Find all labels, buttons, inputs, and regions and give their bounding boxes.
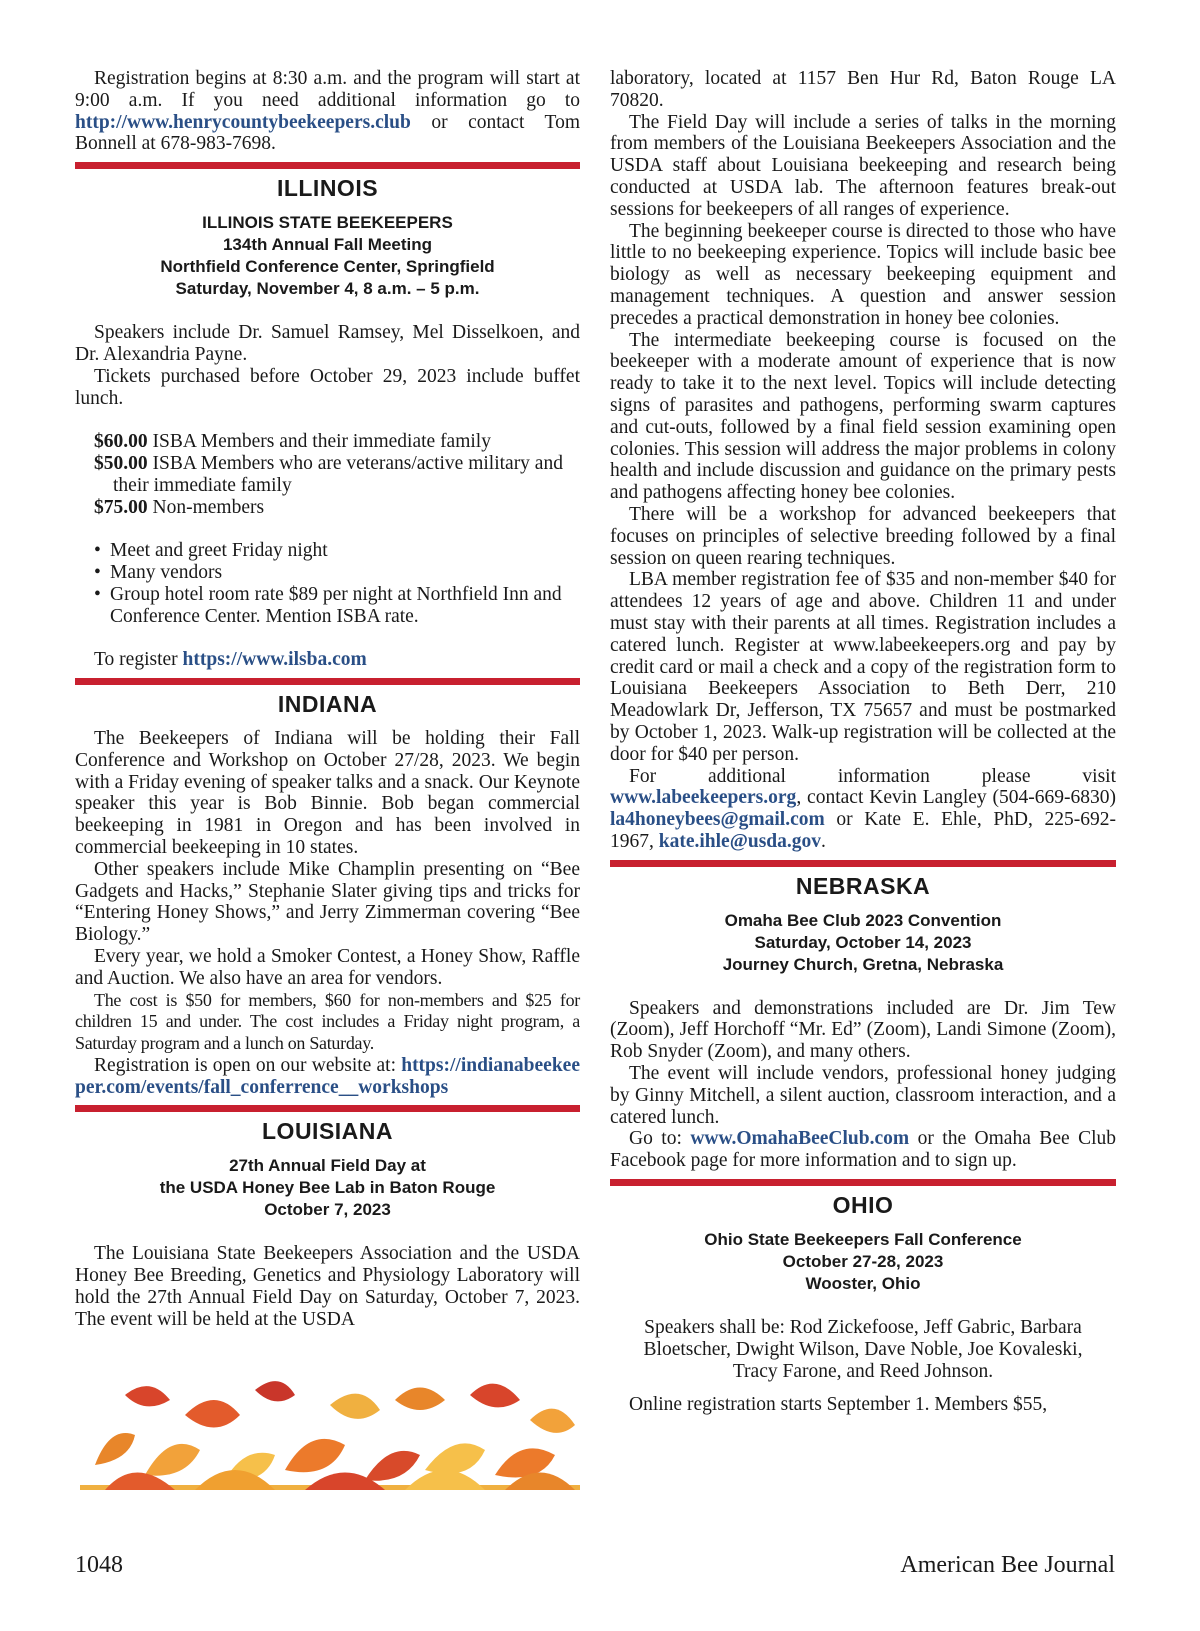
left-column [75,68,580,1490]
illinois-register: To register https://www.ilsba.com [94,649,367,671]
bullet-item: • Many vendors [75,562,580,584]
nebraska-p1: Speakers and demonstrations included are Dr. Jim Tew (Zoom), Jeff Horchoff “Mr. Ed” (Zoom), Landi Simone (Zoom), Rob Snyder (Zoom), and many others. [610,997,1116,1063]
heading-louisiana: LOUISIANA [262,1118,393,1145]
georgia-intro: Registration begins at 8:30 a.m. and the program will start at 9:00 a.m. If you need additional information go to http://www.henrycountybeekeepers.club or contact Tom Bonnell at 678-983-7698. [75,68,580,155]
indiana-p4: The cost is $50 for members, $60 for non-members and $25 for children 15 and under. The cost includes a Friday night program, a Saturday program and a lunch on Saturday. [75,989,580,1054]
illinois-subheading: ILLINOIS STATE BEEKEEPERS 134th Annual Fall Meeting Northfield Conference Center, Springfield Saturday, November 4, 8 a.m. – 5 p.m. [160,213,495,299]
heading-nebraska: NEBRASKA [795,872,931,899]
illinois-speakers: Speakers include Dr. Samuel Ramsey, Mel Disselkoen, and Dr. Alexandria Payne. [75,322,580,365]
page-number: 1048 [75,1552,123,1578]
bullet-item: • Meet and greet Friday night [75,540,580,562]
indiana-p1: The Beekeepers of Indiana will be holding their Fall Conference and Workshop on October 27/28, 2023. We begin with a Friday evening of speaker talks and a snack. Our Keynote speaker this year is Bob Binnie. Bob began commercial beekeeping in 1981 in Oregon and has been involved in commercial beekeeping in 10 states. [75,727,580,858]
omaha-bee-club-link[interactable]: www.OmahaBeeClub.com [690,1128,910,1150]
section-rule [75,678,580,685]
illinois-bullets [75,540,580,627]
nebraska-p2: The event will include vendors, professional honey judging by Ginny Mitchell, a silent auction, classroom interaction, and a catered lunch. [610,1063,1116,1128]
louisiana-cont-p5: LBA member registration fee of $35 and non-member $40 for attendees 12 years of age and above. Children 11 and under must stay with their parents at all times. Registration includes a catered lunch. Register at www.labeekeepers.org and pay by credit card or mail a check and a copy of the registration form to Louisiana Beekeepers Association to Beth Derr, 210 Meadowlark Dr, Jefferson, TX 75657 and must be postmarked by October 1, 2023. Walk-up registration will be collected at the door for $40 per person. [610,569,1116,765]
price-item: $75.00 Non-members [94,496,265,518]
illinois-prices [75,431,580,518]
indiana-p3: Every year, we hold a Smoker Contest, a Honey Show, Raffle and Auction. We also have an area for vendors. [75,945,580,989]
kate-ihle-email-link[interactable]: kate.ihle@usda.gov [658,830,821,852]
indiana-link[interactable]: https://indianabeekeeper.com/events/fall_conferrence__workshops [75,1054,580,1098]
ilsba-link[interactable]: https://www.ilsba.com [182,649,367,671]
section-rule [75,1105,580,1112]
louisiana-cont-p0: laboratory, located at 1157 Ben Hur Rd, Baton Rouge LA 70820. [610,68,1116,111]
section-rule [610,860,1116,867]
indiana-p5: Registration is open on our website at: https://indianabeekeeper.com/events/fall_conferrence__workshops [75,1054,580,1098]
journal-name: American Bee Journal [900,1552,1115,1578]
section-rule [610,1179,1116,1186]
louisiana-cont-p6: For additional information please visit www.labeekeepers.org, contact Kevin Langley (504-669-6830) la4honeybees@gmail.com or Kate E. Ehle, PhD, 225-692-1967, kate.ihle@usda.gov. [610,765,1116,852]
ohio-p1: Online registration starts September 1. Members $55, [629,1394,1048,1416]
price-item: $60.00 ISBA Members and their immediate family [94,431,491,453]
nebraska-p3: Go to: www.OmahaBeeClub.com or the Omaha Bee Club Facebook page for more information and to sign up. [610,1128,1116,1172]
louisiana-cont-p3: The intermediate beekeeping course is focused on the beekeeper with a moderate amount of experience that is now ready to take it to the next level. Topics will include detecting signs of parasites and pathogens, performing swarm captures and cut-outs, followed by a final field session examining open colonies. This session will address the major problems in colony health and include discussion and guidance on the primary pests and pathogens affecting honey bee colonies. [610,329,1116,504]
heading-ohio: OHIO [832,1192,894,1219]
illinois-tickets: Tickets purchased before October 29, 2023 include buffet lunch. [75,365,580,409]
louisiana-cont-p4: There will be a workshop for advanced beekeepers that focuses on principles of selective breeding followed by a final session on queen rearing techniques. [610,503,1116,569]
right-column [610,68,1116,1416]
henry-county-link[interactable]: http://www.henrycountybeekeepers.club [75,111,411,133]
louisiana-cont-p2: The beginning beekeeper course is directed to those who have little to no beekeeping experience. Topics will include basic bee biology as well as necessary beekeeping equipment and management techniques. A question and answer session precedes a practical demonstration in honey bee colonies. [610,220,1116,329]
heading-indiana: INDIANA [277,690,378,717]
indiana-p2: Other speakers include Mike Champlin presenting on “Bee Gadgets and Hacks,” Stephanie Slater giving tips and tricks for “Entering Honey Shows,” and Jerry Zimmerman covering “Bee Biology.” [75,858,580,946]
section-rule [75,162,580,169]
bullet-item: • Group hotel room rate $89 per night at Northfield Inn and Conference Center. Mention ISBA rate. [75,584,580,628]
heading-illinois: ILLINOIS [276,175,379,202]
louisiana-cont-p1: The Field Day will include a series of talks in the morning from members of the Louisiana Beekeepers Association and the USDA staff about Louisiana beekeeping and research being conducted at USDA lab. The afternoon features break-out sessions for beekeepers of all ranges of experience. [610,111,1116,220]
ohio-speakers: Speakers shall be: Rod Zickefoose, Jeff Gabric, Barbara Bloetscher, Dwight Wilson, Dave Noble, Joe Kovaleski, Tracy Farone, and Reed Johnson. [643,1317,1083,1382]
price-item: $50.00 ISBA Members who are veterans/active military and their immediate family [94,452,563,496]
autumn-leaves-image [75,1355,580,1490]
louisiana-subheading: 27th Annual Field Day at the USDA Honey Bee Lab in Baton Rouge October 7, 2023 [159,1156,496,1220]
la4honeybees-email-link[interactable]: la4honeybees@gmail.com [610,809,825,831]
labeekeepers-link[interactable]: www.labeekeepers.org [610,787,797,809]
nebraska-subheading: Omaha Bee Club 2023 Convention Saturday, October 14, 2023 Journey Church, Gretna, Nebraska [722,910,1004,974]
louisiana-p1: The Louisiana State Beekeepers Association and the USDA Honey Bee Breeding, Genetics and Physiology Laboratory will hold the 27th Annual Field Day on Saturday, October 7, 2023. The event will be held at the USDA [75,1243,580,1330]
ohio-subheading: Ohio State Beekeepers Fall Conference October 27-28, 2023 Wooster, Ohio [704,1230,1022,1294]
